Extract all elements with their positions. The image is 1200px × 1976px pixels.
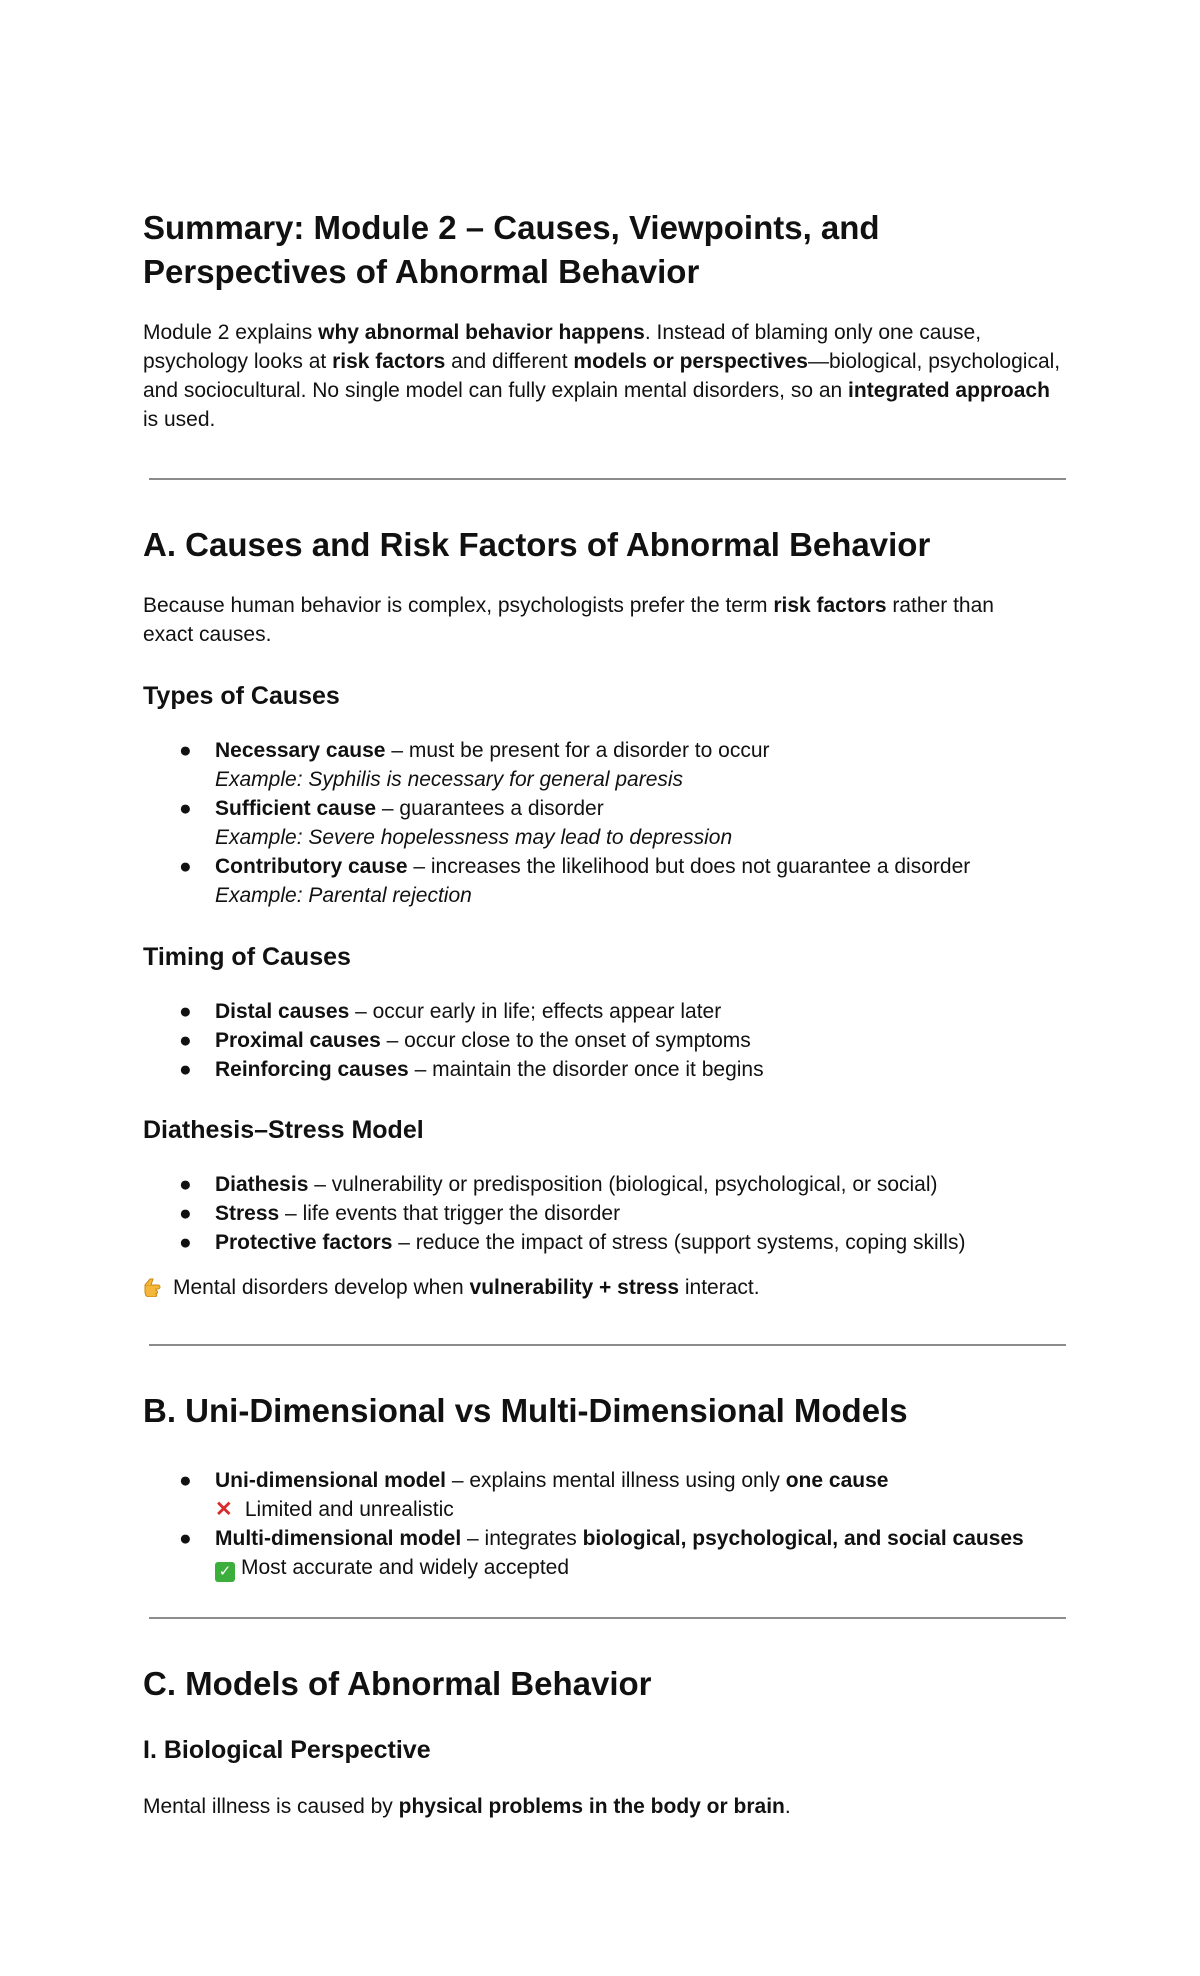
item-sub-text: Limited and unrealistic: [244, 1498, 454, 1521]
item-desc: – life events that trigger the disorder: [279, 1202, 621, 1225]
models-dimension-list: [143, 1466, 1073, 1582]
item-term: Diathesis: [215, 1173, 309, 1196]
list-item: [143, 1170, 1073, 1199]
list-item: [143, 1524, 1073, 1582]
check-mark-icon: ✓: [215, 1562, 235, 1582]
item-desc: – vulnerability or predisposition (biological, psychological, or social): [308, 1173, 938, 1196]
bullet-icon: ●: [179, 1173, 192, 1196]
intro-text: —biological, psychological, and sociocultural. No single model can fully explain mental disorders, so an: [143, 350, 1061, 402]
item-term: Protective factors: [215, 1231, 393, 1254]
item-sub-text: Most accurate and widely accepted: [241, 1556, 570, 1579]
diathesis-note: [143, 1273, 1043, 1302]
intro-bold: risk factors: [332, 350, 446, 373]
intro-text: . Instead of blaming only one cause, psychology looks at: [143, 321, 982, 373]
section-c-heading: C. Models of Abnormal Behavior: [143, 1665, 652, 1702]
item-desc: – explains mental illness using only: [446, 1469, 786, 1492]
note-text: Mental disorders develop when: [173, 1276, 470, 1299]
item-term: Reinforcing causes: [215, 1058, 409, 1081]
paragraph-text: Mental illness is caused by: [143, 1795, 399, 1818]
item-term: Sufficient cause: [215, 797, 377, 820]
bullet-icon: ●: [179, 1029, 192, 1052]
item-example: Example: Parental rejection: [215, 884, 472, 907]
section-a-heading: A. Causes and Risk Factors of Abnormal Behavior: [143, 526, 931, 563]
bullet-icon: ●: [179, 1231, 192, 1254]
item-desc: – maintain the disorder once it begins: [408, 1058, 764, 1081]
bullet-icon: ●: [179, 797, 192, 820]
intro-text: is used.: [143, 408, 216, 431]
section-b-heading: B. Uni-Dimensional vs Multi-Dimensional Models: [143, 1392, 908, 1429]
intro-bold: models or perspectives: [573, 350, 808, 373]
intro-text: Module 2 explains: [143, 321, 319, 344]
item-desc: – increases the likelihood but does not guarantee a disorder: [407, 855, 971, 878]
bullet-icon: ●: [179, 1527, 192, 1550]
list-item: [143, 1026, 1073, 1055]
item-desc: – occur early in life; effects appear later: [349, 1000, 722, 1023]
paragraph-bold: physical problems in the body or brain: [398, 1795, 785, 1818]
item-term: Proximal causes: [215, 1029, 381, 1052]
page-title: Summary: Module 2 – Causes, Viewpoints, and Perspectives of Abnormal Behavior: [143, 209, 880, 290]
item-term: Uni-dimensional model: [215, 1469, 447, 1492]
bullet-icon: ●: [179, 855, 192, 878]
item-desc: – integrates: [461, 1527, 583, 1550]
paragraph-text: .: [784, 1795, 791, 1818]
paragraph-bold: risk factors: [773, 594, 887, 617]
item-desc: – guarantees a disorder: [376, 797, 604, 820]
item-sub: [215, 1553, 1073, 1582]
item-example: Example: Syphilis is necessary for general paresis: [215, 768, 684, 791]
intro-text: and different: [445, 350, 574, 373]
intro-bold: why abnormal behavior happens: [318, 321, 645, 344]
note-text: interact.: [679, 1276, 760, 1299]
item-term: Distal causes: [215, 1000, 350, 1023]
section-divider: [149, 478, 1066, 480]
item-example: Example: Severe hopelessness may lead to depression: [215, 826, 733, 849]
timing-of-causes-list: [143, 997, 1073, 1084]
list-item: [143, 997, 1073, 1026]
cross-mark-icon: ✕: [215, 1498, 233, 1521]
paragraph-text: rather than exact causes.: [143, 594, 994, 646]
item-bold: one cause: [785, 1469, 889, 1492]
intro-paragraph: [143, 318, 1063, 434]
list-item: [143, 794, 1073, 852]
diathesis-stress-list: [143, 1170, 1073, 1257]
paragraph-text: Because human behavior is complex, psychologists prefer the term: [143, 594, 774, 617]
list-item: [143, 736, 1073, 794]
section-divider: [149, 1617, 1066, 1619]
bullet-icon: ●: [179, 1058, 192, 1081]
item-term: Necessary cause: [215, 739, 386, 762]
note-bold: vulnerability + stress: [469, 1276, 680, 1299]
biological-paragraph: [143, 1792, 1043, 1821]
item-sub: [215, 1495, 1073, 1524]
pointing-hand-icon: [143, 1277, 167, 1297]
bullet-icon: ●: [179, 1000, 192, 1023]
item-term: Stress: [215, 1202, 280, 1225]
section-a-paragraph: [143, 591, 1043, 649]
intro-bold: integrated approach: [848, 379, 1050, 402]
item-bold: biological, psychological, and social causes: [582, 1527, 1024, 1550]
list-item: [143, 1228, 1073, 1257]
section-divider: [149, 1344, 1066, 1346]
diathesis-stress-heading: Diathesis–Stress Model: [143, 1116, 424, 1144]
timing-of-causes-heading: Timing of Causes: [143, 943, 351, 971]
bullet-icon: ●: [179, 1469, 192, 1492]
bullet-icon: ●: [179, 739, 192, 762]
item-term: Contributory cause: [215, 855, 408, 878]
list-item: [143, 852, 1073, 910]
bullet-icon: ●: [179, 1202, 192, 1225]
list-item: [143, 1199, 1073, 1228]
list-item: [143, 1055, 1073, 1084]
item-desc: – occur close to the onset of symptoms: [380, 1029, 751, 1052]
biological-perspective-heading: I. Biological Perspective: [143, 1736, 431, 1764]
item-desc: – reduce the impact of stress (support systems, coping skills): [392, 1231, 966, 1254]
types-of-causes-heading: Types of Causes: [143, 682, 340, 710]
types-of-causes-list: [143, 736, 1073, 910]
list-item: [143, 1466, 1073, 1524]
item-term: Multi-dimensional model: [215, 1527, 462, 1550]
item-desc: – must be present for a disorder to occur: [385, 739, 770, 762]
